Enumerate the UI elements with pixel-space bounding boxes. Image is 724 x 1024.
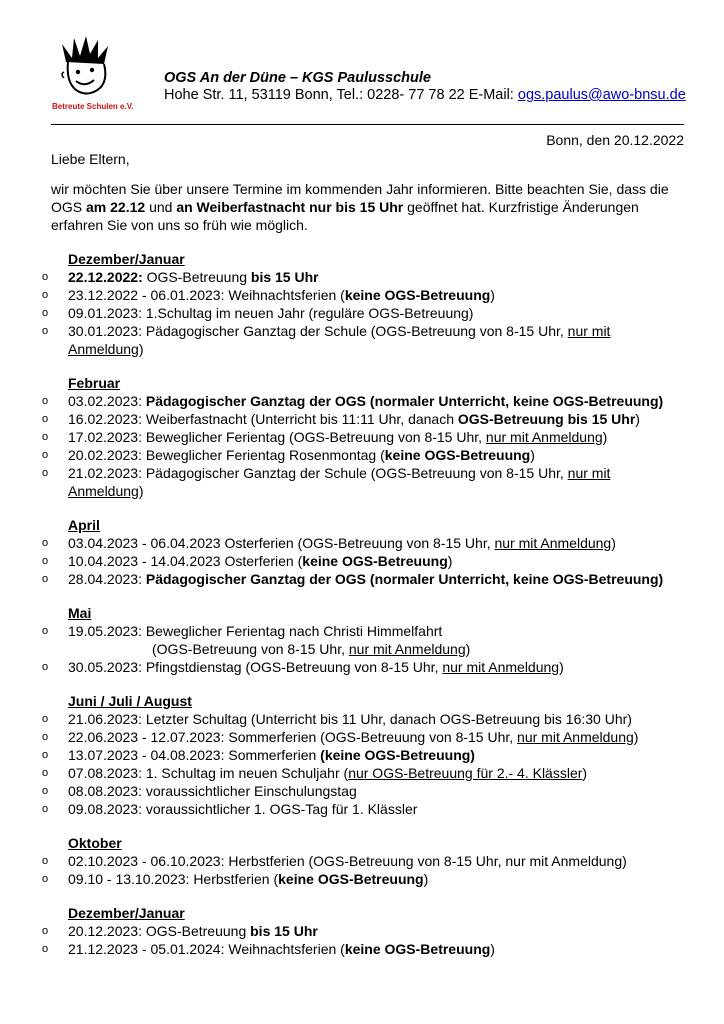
- list-item: o 30.01.2023: Pädagogischer Ganztag der Schule (OGS-Betreuung von 8-15 Uhr, nur mit Anmeldung): [42, 323, 611, 357]
- bullet-icon: o: [42, 661, 49, 673]
- section-dezember-januar: [42, 250, 691, 358]
- list-item: o 13.07.2023 - 04.08.2023: Sommerferien (keine OGS-Betreuung): [42, 747, 475, 763]
- section-title: Oktober: [68, 835, 122, 851]
- list-item: o 28.04.2023: Pädagogischer Ganztag der OGS (normaler Unterricht, keine OGS-Betreuung): [42, 571, 664, 587]
- bullet-icon: o: [42, 307, 49, 319]
- bullet-icon: o: [42, 625, 49, 637]
- list-item: o 21.12.2023 - 05.01.2024: Weihnachtsferien (keine OGS-Betreuung): [42, 941, 495, 957]
- bullet-icon: o: [42, 731, 49, 743]
- list-item: o 09.01.2023: 1.Schultag im neuen Jahr (reguläre OGS-Betreuung): [42, 305, 474, 321]
- list-item: o 07.08.2023: 1. Schultag im neuen Schuljahr (nur OGS-Betreuung für 2.- 4. Klässler): [42, 765, 588, 781]
- letter-date: Bonn, den 20.12.2022: [546, 132, 684, 148]
- address-text: Hohe Str. 11, 53119 Bonn, Tel.: 0228- 77 78 22 E-Mail:: [164, 87, 518, 103]
- list-item: o 21.06.2023: Letzter Schultag (Unterricht bis 11 Uhr, danach OGS-Betreuung bis 16:30 Uhr): [42, 711, 632, 727]
- bullet-icon: o: [42, 449, 49, 461]
- bullet-icon: o: [42, 767, 49, 779]
- list-item-continuation: (OGS-Betreuung von 8-15 Uhr, nur mit Anmeldung): [152, 641, 471, 657]
- list-item: o 21.02.2023: Pädagogischer Ganztag der Schule (OGS-Betreuung von 8-15 Uhr, nur mit Anmeldung): [42, 465, 611, 499]
- logo-text: Betreute Schulen e.V.: [52, 102, 134, 111]
- section-title: Mai: [68, 605, 92, 621]
- list-item: o 22.12.2022: OGS-Betreuung bis 15 Uhr: [42, 269, 319, 285]
- list-item: o 30.05.2023: Pfingstdienstag (OGS-Betreuung von 8-15 Uhr, nur mit Anmeldung): [42, 659, 564, 675]
- list-item: o 03.04.2023 - 06.04.2023 Osterferien (OGS-Betreuung von 8-15 Uhr, nur mit Anmeldung): [42, 535, 616, 551]
- list-item: o 23.12.2022 - 06.01.2023: Weihnachtsferien (keine OGS-Betreuung): [42, 287, 495, 303]
- bullet-icon: o: [42, 271, 49, 283]
- section-mai: [42, 604, 691, 676]
- list-item: o 02.10.2023 - 06.10.2023: Herbstferien (OGS-Betreuung von 8-15 Uhr, nur mit Anmeldung): [42, 853, 627, 869]
- org-address: [164, 87, 686, 103]
- bullet-icon: o: [42, 325, 49, 337]
- logo: [38, 32, 156, 114]
- list-item: o 09.10 - 13.10.2023: Herbstferien (keine OGS-Betreuung): [42, 871, 429, 887]
- bullet-icon: o: [42, 413, 49, 425]
- bullet-icon: o: [42, 537, 49, 549]
- list-item: o 09.08.2023: voraussichtlicher 1. OGS-Tag für 1. Klässler: [42, 801, 418, 817]
- section-sommer: [42, 692, 691, 818]
- bullet-icon: o: [42, 713, 49, 725]
- bullet-icon: o: [42, 873, 49, 885]
- list-item: o 20.12.2023: OGS-Betreuung bis 15 Uhr: [42, 923, 318, 939]
- bullet-icon: o: [42, 573, 49, 585]
- list-item: o 16.02.2023: Weiberfastnacht (Unterricht bis 11:11 Uhr, danach OGS-Betreuung bis 15 Uhr): [42, 411, 640, 427]
- list-item: o 22.06.2023 - 12.07.2023: Sommerferien (OGS-Betreuung von 8-15 Uhr, nur mit Anmeldung): [42, 729, 639, 745]
- bullet-icon: o: [42, 749, 49, 761]
- org-name: OGS An der Düne – KGS Paulusschule: [164, 70, 431, 86]
- bullet-icon: o: [42, 855, 49, 867]
- section-title: Februar: [68, 375, 121, 391]
- email-link[interactable]: ogs.paulus@awo-bnsu.de: [517, 87, 686, 103]
- list-item: o 17.02.2023: Beweglicher Ferientag (OGS-Betreuung von 8-15 Uhr, nur mit Anmeldung): [42, 429, 608, 445]
- section-title: Dezember/Januar: [68, 905, 185, 921]
- section-dezember-januar-2: [42, 904, 691, 958]
- bullet-icon: o: [42, 395, 49, 407]
- list-item: o 10.04.2023 - 14.04.2023 Osterferien (keine OGS-Betreuung): [42, 553, 453, 569]
- greeting: Liebe Eltern,: [51, 151, 130, 167]
- section-title: Dezember/Januar: [68, 251, 185, 267]
- bullet-icon: o: [42, 289, 49, 301]
- section-april: [42, 516, 691, 588]
- section-title: Juni / Juli / August: [68, 693, 192, 709]
- bullet-icon: o: [42, 467, 49, 479]
- letter-body: [42, 150, 691, 974]
- bullet-icon: o: [42, 943, 49, 955]
- bullet-icon: o: [42, 925, 49, 937]
- header-divider: [51, 124, 684, 125]
- bullet-icon: o: [42, 555, 49, 567]
- section-februar: [42, 374, 691, 500]
- list-item: o 20.02.2023: Beweglicher Ferientag Rosenmontag (keine OGS-Betreuung): [42, 447, 535, 463]
- list-item: o 19.05.2023: Beweglicher Ferientag nach Christi Himmelfahrt: [42, 623, 443, 639]
- bullet-icon: o: [42, 803, 49, 815]
- section-title: April: [68, 517, 100, 533]
- list-item: o 03.02.2023: Pädagogischer Ganztag der OGS (normaler Unterricht, keine OGS-Betreuung): [42, 393, 664, 409]
- list-item: o 08.08.2023: voraussichtlicher Einschulungstag: [42, 783, 357, 799]
- intro-paragraph: wir möchten Sie über unsere Termine im kommenden Jahr informieren. Bitte beachten Sie, dass die OGS am 22.12 und an Weiberfastnacht nur bis 15 Uhr geöffnet hat. Kurzfristige Änderungen erfahren Sie von uns so früh wie möglich.: [51, 181, 669, 233]
- bullet-icon: o: [42, 431, 49, 443]
- bullet-icon: o: [42, 785, 49, 797]
- section-oktober: [42, 834, 691, 888]
